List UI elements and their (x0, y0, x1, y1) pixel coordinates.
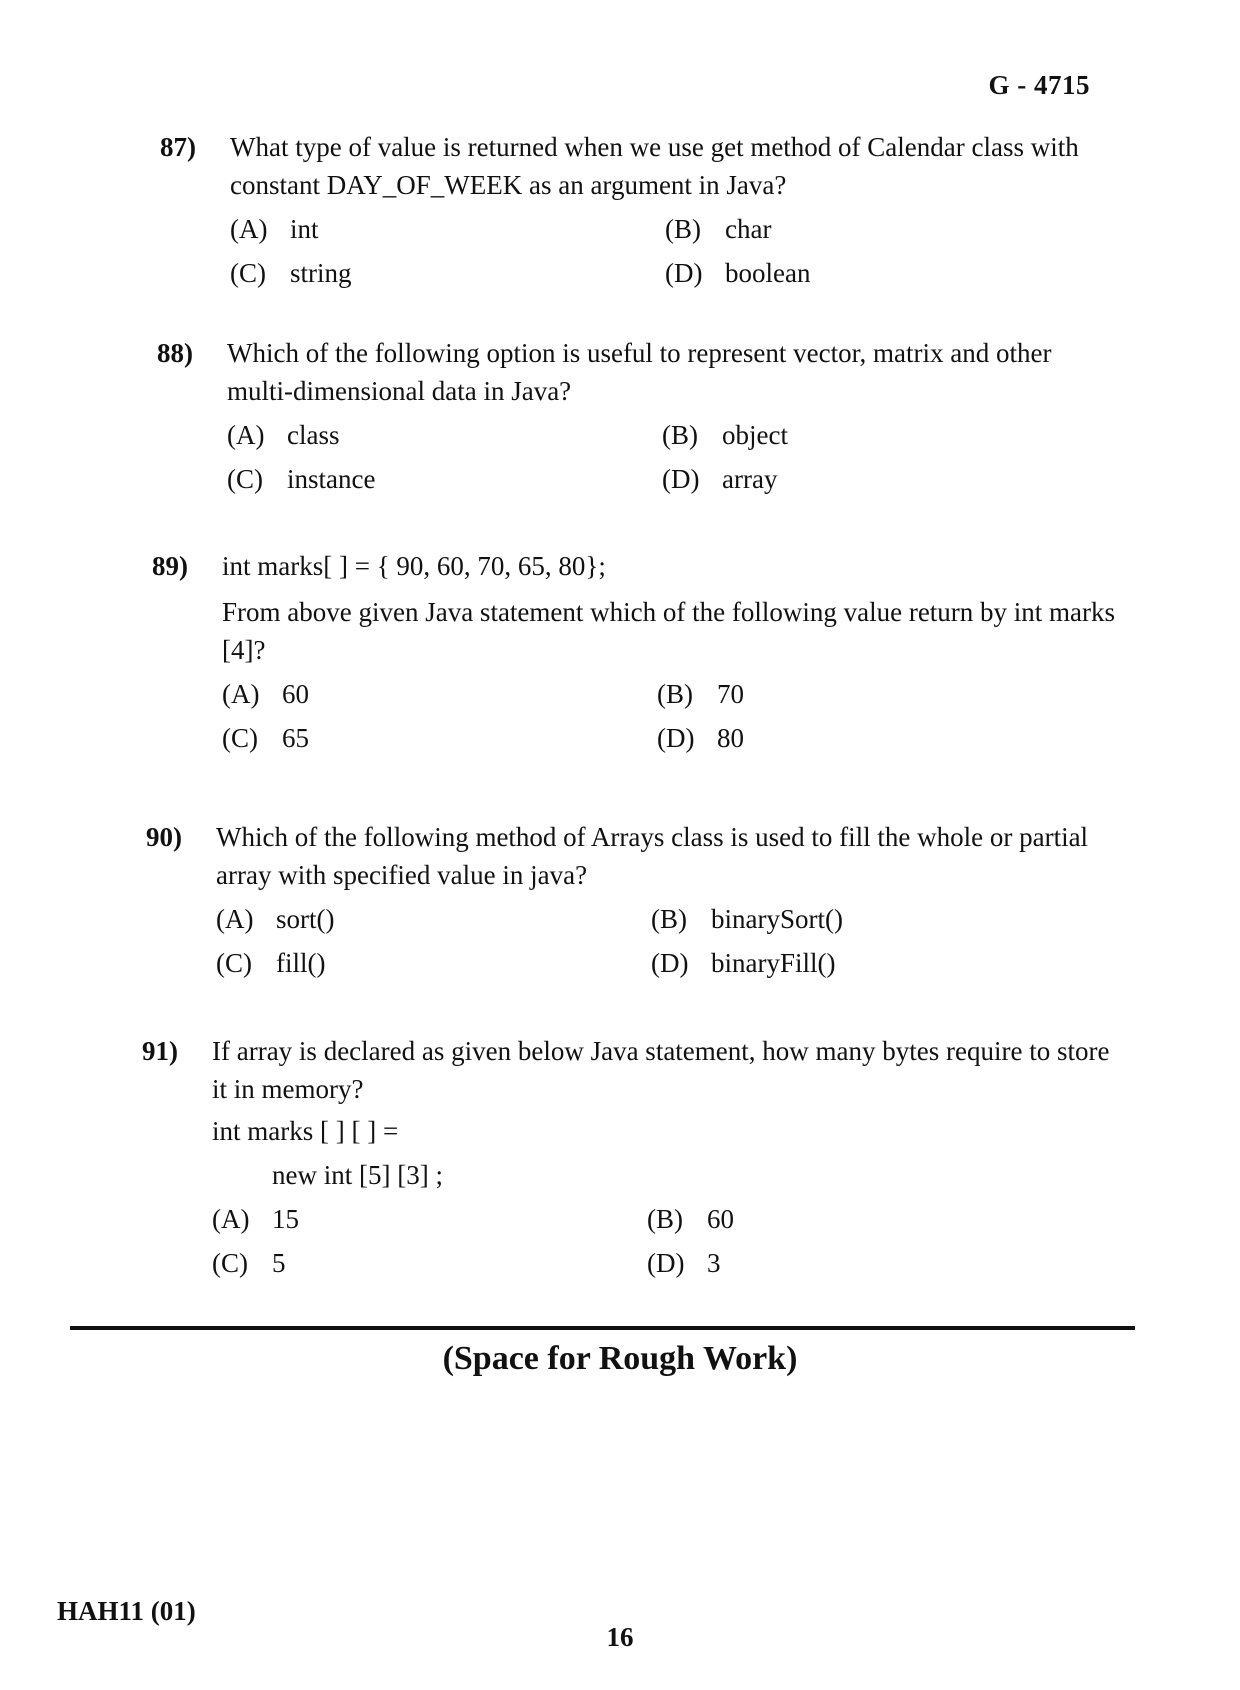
option-b (647, 1200, 1082, 1238)
page-number: 16 (606, 1622, 634, 1652)
option-label: (C) (216, 948, 252, 978)
question-90 (146, 818, 1146, 982)
option-c (212, 1244, 647, 1282)
option-b (665, 210, 1100, 248)
option-a (230, 210, 665, 248)
option-a (227, 416, 662, 454)
option-text: object (722, 420, 788, 450)
option-text: 60 (282, 679, 309, 709)
rough-work-heading: (Space for Rough Work) (442, 1340, 798, 1377)
stem-line: array with specified value in java? (216, 860, 588, 890)
option-label: (C) (222, 723, 258, 753)
option-text: string (290, 258, 352, 288)
option-a (212, 1200, 647, 1238)
option-label: (D) (651, 948, 689, 978)
option-text: 60 (707, 1204, 734, 1234)
option-a (216, 900, 651, 938)
option-label: (A) (230, 214, 268, 244)
option-text: class (287, 420, 340, 450)
stem-line: int marks [ ] [ ] = (212, 1116, 399, 1146)
option-c (222, 719, 657, 757)
stem-line: What type of value is returned when we use get method of Calendar class with (230, 132, 1079, 162)
question-number: 88) (157, 338, 193, 368)
option-label: (D) (647, 1248, 685, 1278)
option-label: (B) (662, 420, 698, 450)
option-label: (C) (227, 464, 263, 494)
question-stem (230, 128, 1160, 204)
option-text: binaryFill() (711, 948, 836, 978)
option-label: (C) (230, 258, 266, 288)
question-stem (216, 818, 1146, 894)
stem-line: Which of the following option is useful to represent vector, matrix and other (227, 338, 1052, 368)
option-text: 80 (717, 723, 744, 753)
option-text: 15 (272, 1204, 299, 1234)
divider-rule (70, 1326, 1135, 1330)
question-87 (160, 128, 1160, 292)
option-d (651, 944, 1086, 982)
question-stem (227, 334, 1157, 410)
option-text: array (722, 464, 778, 494)
option-text: char (725, 214, 772, 244)
question-number: 91) (142, 1036, 178, 1066)
option-label: (A) (212, 1204, 250, 1234)
option-b (662, 416, 1097, 454)
options (222, 675, 1152, 757)
option-label: (C) (212, 1248, 248, 1278)
question-number: 90) (146, 822, 182, 852)
option-d (665, 254, 1100, 292)
booklet-code: HAH11 (01) (57, 1596, 196, 1626)
option-label: (A) (222, 679, 260, 709)
option-label: (B) (665, 214, 701, 244)
option-text: boolean (725, 258, 811, 288)
option-text: 3 (707, 1248, 721, 1278)
option-text: 70 (717, 679, 744, 709)
options (212, 1200, 1142, 1282)
option-d (647, 1244, 1082, 1282)
option-d (662, 460, 1097, 498)
question-stem (222, 547, 1152, 669)
option-text: 5 (272, 1248, 286, 1278)
option-label: (D) (657, 723, 695, 753)
option-label: (B) (647, 1204, 683, 1234)
option-text: 65 (282, 723, 309, 753)
question-89 (152, 547, 1152, 757)
options (216, 900, 1146, 982)
option-c (216, 944, 651, 982)
stem-line: it in memory? (212, 1074, 364, 1104)
option-c (227, 460, 662, 498)
question-88 (157, 334, 1157, 498)
stem-line: int marks[ ] = { 90, 60, 70, 65, 80}; (222, 551, 606, 581)
option-label: (B) (657, 679, 693, 709)
options (227, 416, 1157, 498)
question-91 (142, 1032, 1142, 1282)
options (230, 210, 1160, 292)
option-b (651, 900, 1086, 938)
paper-code: G - 4715 (988, 70, 1090, 100)
option-label: (D) (665, 258, 703, 288)
option-d (657, 719, 1092, 757)
stem-line: From above given Java statement which of the following value return by int marks (222, 597, 1116, 627)
question-number: 89) (152, 551, 188, 581)
option-text: binarySort() (711, 904, 843, 934)
question-stem (212, 1032, 1142, 1150)
stem-line: If array is declared as given below Java statement, how many bytes require to store (212, 1036, 1110, 1066)
stem-line: Which of the following method of Arrays class is used to fill the whole or partial (216, 822, 1089, 852)
option-text: int (290, 214, 319, 244)
option-a (222, 675, 657, 713)
option-b (657, 675, 1092, 713)
option-c (230, 254, 665, 292)
code-line: new int [5] [3] ; (272, 1160, 443, 1190)
stem-line: constant DAY_OF_WEEK as an argument in Java? (230, 170, 787, 200)
option-label: (D) (662, 464, 700, 494)
option-label: (A) (216, 904, 254, 934)
stem-line: multi-dimensional data in Java? (227, 376, 572, 406)
option-text: sort() (276, 904, 335, 934)
option-label: (A) (227, 420, 265, 450)
stem-line: [4]? (222, 635, 266, 665)
question-number: 87) (160, 132, 196, 162)
option-label: (B) (651, 904, 687, 934)
option-text: fill() (276, 948, 326, 978)
option-text: instance (287, 464, 376, 494)
